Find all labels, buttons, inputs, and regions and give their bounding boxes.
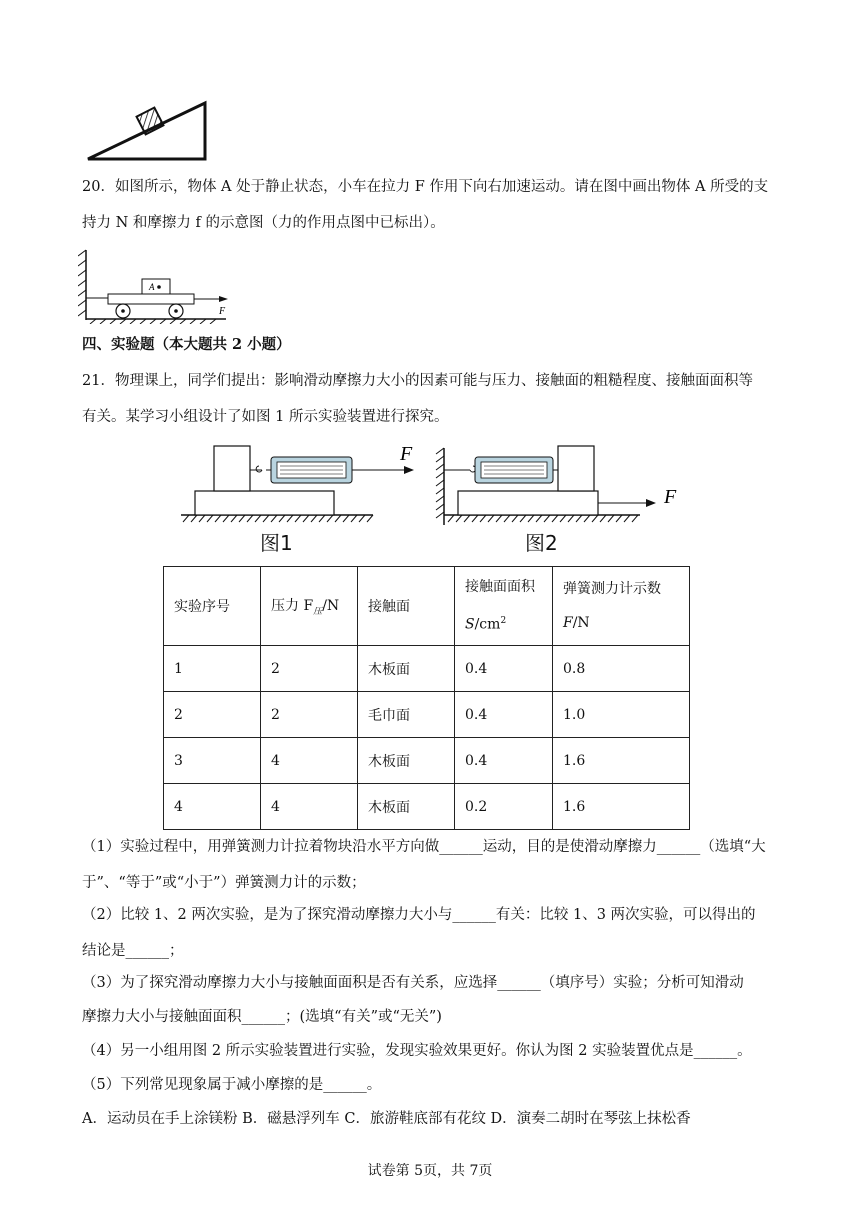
point-A <box>157 285 161 289</box>
q21-part2-line1: （2）比较 1、2 两次实验，是为了探究滑动摩擦力大小与______有关：比较 1、3 两次实验，可以得出的 <box>82 907 756 923</box>
page-footer: 试卷第 5页，共 7页 <box>367 1163 493 1179</box>
figure-1-arrowhead <box>378 440 418 490</box>
experiment-table <box>163 566 690 830</box>
cell: 2 <box>261 692 358 738</box>
cell: 木板面 <box>358 646 455 692</box>
q21-intro-line1: 21．物理课上，同学们提出：影响滑动摩擦力大小的因素可能与压力、接触面的粗糙程度、接触面面积等 <box>82 373 753 389</box>
table-row <box>164 646 690 692</box>
q21-options: A．运动员在手上涂镁粉 B．磁悬浮列车 C．旅游鞋底部有花纹 D．演奏二胡时在琴弦上抹松香 <box>82 1111 691 1127</box>
cell: 4 <box>261 784 358 830</box>
svg-text:F: F <box>400 443 413 465</box>
cart-figure <box>78 246 248 324</box>
q20-text-line1: 20．如图所示，物体 A 处于静止状态，小车在拉力 F 作用下向右加速运动。请在图中画出物体 A 所受的支 <box>82 179 769 195</box>
table-row <box>164 784 690 830</box>
block <box>558 446 594 491</box>
cell: 1 <box>164 646 261 692</box>
table-row <box>164 738 690 784</box>
header-area: 接触面面积 $S/cm^2$ <box>455 567 553 646</box>
incline-figure <box>80 95 215 167</box>
svg-text:F: F <box>664 486 677 508</box>
block-A <box>142 279 170 294</box>
q21-part1-line2: 于”、“等于”或“小于”）弹簧测力计的示数； <box>82 875 366 891</box>
board <box>195 491 334 515</box>
cell: 1.6 <box>553 784 690 830</box>
label-A: A <box>149 282 155 292</box>
cell: 木板面 <box>358 738 455 784</box>
cell: 0.2 <box>455 784 553 830</box>
header-trial: 实验序号 <box>164 567 261 646</box>
cell: 木板面 <box>358 784 455 830</box>
q21-part5: （5）下列常见现象属于减小摩擦的是______。 <box>82 1077 382 1093</box>
cell: 3 <box>164 738 261 784</box>
table-row <box>164 692 690 738</box>
figure-2-caption: 图2 <box>525 531 558 555</box>
cell: 0.4 <box>455 692 553 738</box>
block <box>214 446 250 491</box>
table-header-row <box>164 567 690 646</box>
q21-part1-line1: （1）实验过程中，用弹簧测力计拉着物块沿水平方向做______运动，目的是使滑动摩擦力______（选填“大 <box>82 839 766 855</box>
section4-title: 四、实验题（本大题共 2 小题） <box>82 336 291 353</box>
q20-text-line2: 持力 N 和摩擦力 f 的示意图（力的作用点图中已标出）。 <box>82 215 445 231</box>
cart-body <box>108 294 194 304</box>
q21-part3-line1: （3）为了探究滑动摩擦力大小与接触面面积是否有关系，应选择______（填序号）实验；分析可知滑动 <box>82 975 744 991</box>
q21-intro-line2: 有关。某学习小组设计了如图 1 所示实验装置进行探究。 <box>82 409 449 425</box>
figure-2 <box>432 440 682 530</box>
q21-part2-line2: 结论是______； <box>82 943 184 959</box>
cell: 1.0 <box>553 692 690 738</box>
cell: 0.4 <box>455 646 553 692</box>
cell: 毛巾面 <box>358 692 455 738</box>
board <box>458 491 598 515</box>
header-pressure: 压力 $F_压/N$ <box>261 567 358 646</box>
cell: 2 <box>261 646 358 692</box>
header-surface: 接触面 <box>358 567 455 646</box>
cell: 1.6 <box>553 738 690 784</box>
q21-part4: （4）另一小组用图 2 所示实验装置进行实验，发现实验效果更好。你认为图 2 实验装置优点是______。 <box>82 1043 752 1059</box>
cell: 0.4 <box>455 738 553 784</box>
cell: 0.8 <box>553 646 690 692</box>
header-reading: 弹簧测力计示数 F/N <box>553 567 690 646</box>
figure-1-caption: 图1 <box>260 531 293 555</box>
cell: 2 <box>164 692 261 738</box>
label-F: F <box>219 306 226 317</box>
cell: 4 <box>261 738 358 784</box>
cell: 4 <box>164 784 261 830</box>
q21-part3-line2: 摩擦力大小与接触面面积______；(选填“有关”或“无关”) <box>82 1009 442 1025</box>
